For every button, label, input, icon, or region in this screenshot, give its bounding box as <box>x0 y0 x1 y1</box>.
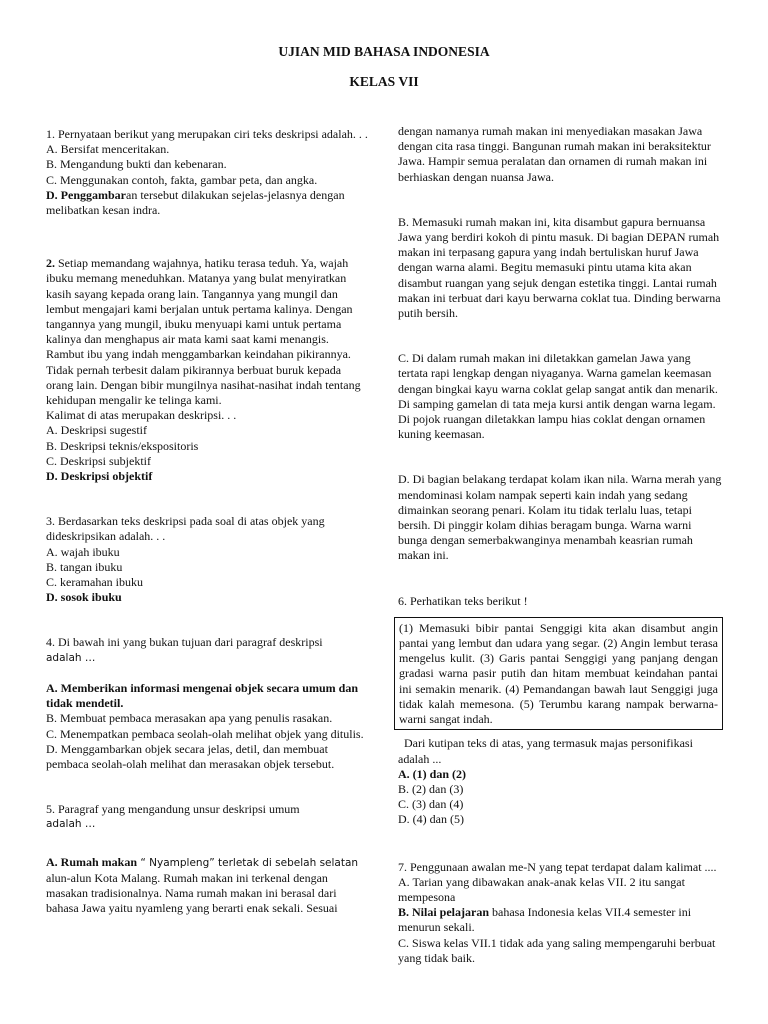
question-5 <box>46 802 368 916</box>
question-2-option-c: C. Deskripsi subjektif <box>46 453 151 468</box>
question-7-option-b <box>398 905 723 935</box>
question-7 <box>398 860 723 966</box>
question-5-option-a-bold: A. Rumah makan <box>46 854 138 869</box>
question-4-option-a: A. Memberikan informasi mengenai objek secara umum dan tidak mendetil. <box>46 680 358 711</box>
question-4-option-b: B. Membuat pembaca merasakan apa yang penulis rasakan. <box>46 711 333 726</box>
question-7-option-c: C. Siswa kelas VII.1 tidak ada yang saling mempengaruhi berbuat yang tidak baik. <box>398 935 716 965</box>
question-4-option-d: D. Menggambarkan objek secara jelas, detil, dan membuat pembaca seolah-olah melihat dan merasakan objek tersebut. <box>46 741 335 771</box>
question-6-option-b: B. (2) dan (3) <box>398 781 464 796</box>
question-5-stem: 5. Paragraf yang mengandung unsur deskripsi umum <box>46 802 300 817</box>
question-7-option-a: A. Tarian yang dibawakan anak-anak kelas VII. 2 itu sangat mempesona <box>398 874 685 904</box>
question-7-option-b-bold: B. Nilai pelajaran <box>398 905 490 920</box>
question-2-option-d: D. Deskripsi objektif <box>46 469 153 484</box>
question-3-option-d: D. sosok ibuku <box>46 590 122 605</box>
question-1-option-b: B. Mengandung bukti dan kebenaran. <box>46 157 227 172</box>
question-5-option-a-quote: “ Nyampleng” terletak di sebelah selatan <box>137 856 359 869</box>
question-1-option-a: A. Bersifat menceritakan. <box>46 142 170 157</box>
question-7-option-b-rest: bahasa Indonesia kelas VII.4 semester ini menurun sekali. <box>398 905 692 935</box>
question-2-option-a: A. Deskripsi sugestif <box>46 423 147 438</box>
question-2 <box>46 256 368 484</box>
question-1-option-d <box>46 188 368 218</box>
question-4-stem: 4. Di bawah ini yang bukan tujuan dari paragraf deskripsi <box>46 635 323 650</box>
question-1-option-d-rest: an tersebut dilakukan sejelas-jelasnya dengan melibatkan kesan indra. <box>46 187 345 218</box>
question-5-option-a-continued: dengan namanya rumah makan ini menyediakan masakan Jawa dengan cita rasa tinggi. Bangunan rumah makan ini beraksitektur Jawa. Hampir semua peralatan dan ornamen di rumah makan ini berhiaskan dengan nuansa Jawa. <box>398 124 711 184</box>
question-2-passage <box>46 256 368 347</box>
class-subtitle: KELAS VII <box>349 74 419 89</box>
question-1-stem: 1. Pernyataan berikut yang merupakan ciri teks deskripsi adalah. . . <box>46 127 368 141</box>
exam-title: UJIAN MID BAHASA INDONESIA <box>278 44 490 59</box>
question-4-stem-tail: adalah … <box>46 651 96 664</box>
question-5-stem-tail: adalah … <box>46 818 96 831</box>
question-5-option-a-rest: alun-alun Kota Malang. Rumah makan ini terkenal dengan masakan tradisionalnya. Nama rumah makan ini berasal dari bahasa Jawa yaitu nyamleng yang berarti enak sekali. Sesuai <box>46 870 338 916</box>
question-2-number: 2. <box>46 256 55 271</box>
question-5-option-c: C. Di dalam rumah makan ini diletakkan gamelan Jawa yang tertata rapi lengkap dengan niyaganya. Warna gamelan keemasan dengan bingkai kayu warna coklat gelap sangat antik dan menarik. Di samping gamelan di tata meja kursi antik dengan warna legam. Di pojok ruangan diletakkan lampu hias coklat dengan ornamen kuning keemasan. <box>398 351 718 442</box>
question-2-passage-2: Rambut ibu yang indah menggambarkan keindahan pikirannya. Tidak pernah terbesit dalam pikirannya berbuat buruk kepada orang lain. Dengan bibir mungilnya nasihat-nasihat indah tentang kehidupan mengalir ke telinga kami. <box>46 347 361 408</box>
question-2-option-b: B. Deskripsi teknis/ekspositoris <box>46 438 199 453</box>
question-2-passage-1: Setiap memandang wajahnya, hatiku terasa teduh. Ya, wajah ibuku memang meneduhkan. Matanya yang bulat menyiratkan kasih sayang kepada orang lain. Tangannya yang mungil dan lembut mengajari kami berjalan untuk pertama kalinya. Dengan tangannya yang mungil, ibuku menyuapi kami untuk pertama kalinya dan menghapus air mata kami saat kami menangis. <box>46 256 353 347</box>
question-4 <box>46 635 368 772</box>
question-6-text-box: (1) Memasuki bibir pantai Senggigi kita akan disambut angin pantai yang lembut dan udara yang segar. (2) Angin lembut terasa mengelus kulit. (3) Garis pantai Senggigi yang panjang dengan gradasi warna pasir putih dan hitam membuat keindahan pantai ini semakin menarik. (4) Pemandangan bawah laut Senggigi juga tidak kalah memesona. (5) Terumbu karang nampak berwarna-warni sangat indah. <box>394 617 723 730</box>
question-3-option-c: C. keramahan ibuku <box>46 575 143 590</box>
question-5-option-d: D. Di bagian belakang terdapat kolam ikan nila. Warna merah yang mendominasi kolam nampak seperti kain indah yang sedang dimainkan seorang penari. Kolam itu tidak terlalu luas, tetapi bersih. Di pinggir kolam dihias beragam bunga. Warna warni bunga dengan semerbakwanginya menambah keasrian rumah makan ini. <box>398 472 722 563</box>
question-1-option-d-bold: D. Penggambar <box>46 187 126 202</box>
question-6-option-a: A. (1) dan (2) <box>398 766 466 781</box>
question-6-stem: 6. Perhatikan teks berikut ! <box>398 593 528 608</box>
question-7-stem: 7. Penggunaan awalan me-N yang tepat terdapat dalam kalimat .... <box>398 859 717 874</box>
question-6-question: Dari kutipan teks di atas, yang termasuk majas personifikasi adalah ... <box>398 736 696 766</box>
question-3 <box>46 514 368 605</box>
question-4-option-c: C. Menempatkan pembaca seolah-olah melihat objek yang ditulis. <box>46 726 364 741</box>
left-column <box>46 127 368 916</box>
question-5-option-a <box>46 855 368 871</box>
question-6-option-d: D. (4) dan (5) <box>398 812 464 827</box>
question-3-option-a: A. wajah ibuku <box>46 544 120 559</box>
question-1-option-c: C. Menggunakan contoh, fakta, gambar peta, dan angka. <box>46 172 318 187</box>
question-6 <box>398 594 723 828</box>
right-column <box>398 124 723 966</box>
question-6-option-c: C. (3) dan (4) <box>398 797 464 812</box>
question-3-stem: 3. Berdasarkan teks deskripsi pada soal di atas objek yang dideskripsikan adalah. . . <box>46 514 325 544</box>
question-2-stem: Kalimat di atas merupakan deskripsi. . . <box>46 408 237 423</box>
question-1 <box>46 127 368 218</box>
question-5-option-b: B. Memasuki rumah makan ini, kita disambut gapura bernuansa Jawa yang berdiri kokoh di pintu masuk. Di bagian DEPAN rumah makan ini terpasang gapura yang indah bertuliskan huruf Jawa dengan warna alami. Begitu memasuki pintu utama kita akan disambut ruangan yang sejuk dengan estetika tinggi. Lantai rumah makan ini terbuat dari kayu berwarna coklat tua. Dinding berwarna putih bersih. <box>398 214 721 321</box>
question-3-option-b: B. tangan ibuku <box>46 559 123 574</box>
